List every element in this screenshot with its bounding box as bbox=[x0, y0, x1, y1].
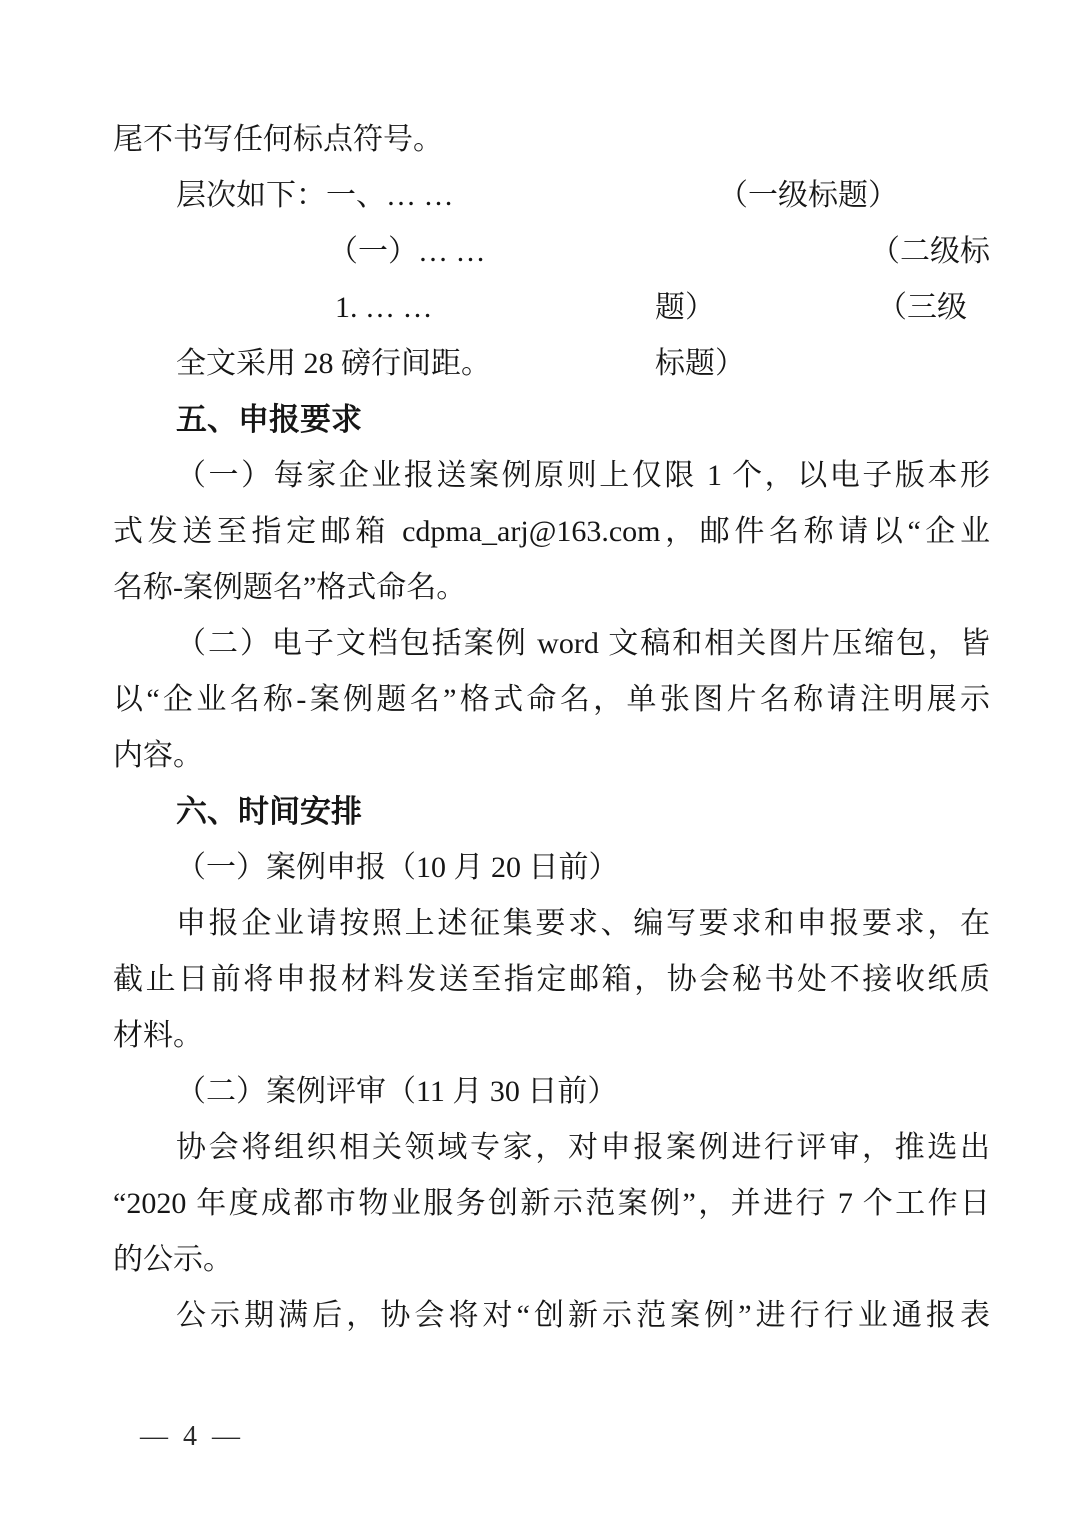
section6-item1-title: （一）案例申报（10 月 20 日前） bbox=[176, 851, 619, 884]
section6-heading: 六、时间安排 bbox=[176, 794, 362, 829]
section5-item2-line3: 内容。 bbox=[113, 739, 203, 772]
section5-item1-line1: （一）每家企业报送案例原则上仅限 1 个，以电子版本形 bbox=[176, 459, 990, 492]
section6-item2-line1: 协会将组织相关领域专家，对申报案例进行评审，推选出 bbox=[176, 1131, 990, 1164]
hierarchy-level3-example: 1. … … bbox=[335, 291, 433, 324]
hierarchy-level2-example: （一）… … bbox=[328, 235, 486, 268]
section5-heading: 五、申报要求 bbox=[176, 402, 362, 437]
section5-item1-line2: 式发送至指定邮箱 cdpma_arj@163.com，邮件名称请以“企业 bbox=[113, 515, 990, 548]
section5-item1-line3: 名称-案例题名”格式命名。 bbox=[113, 571, 467, 604]
page-number: — 4 — bbox=[140, 1421, 244, 1452]
hierarchy-level2-label: （二级标题） bbox=[655, 235, 990, 324]
hierarchy-level1-label: （一级标题） bbox=[718, 179, 898, 212]
section6-item2-line3: 的公示。 bbox=[113, 1243, 233, 1276]
hierarchy-row-level1 bbox=[113, 168, 990, 224]
section5-item2-line2: 以“企业名称-案例题名”格式命名，单张图片名称请注明展示 bbox=[113, 683, 990, 716]
section6-item2-title: （二）案例评审（11 月 30 日前） bbox=[176, 1075, 618, 1108]
text-line-continuation: 尾不书写任何标点符号。 bbox=[113, 123, 443, 156]
section6-item2-line2: “2020 年度成都市物业服务创新示范案例”，并进行 7 个工作日 bbox=[113, 1187, 990, 1220]
text-line-line-spacing: 全文采用 28 磅行间距。 bbox=[176, 347, 491, 380]
section6-item1-line1: 申报企业请按照上述征集要求、编写要求和申报要求，在 bbox=[176, 907, 990, 940]
section6-item1-line2: 截止日前将申报材料发送至指定邮箱，协会秘书处不接收纸质 bbox=[113, 963, 990, 996]
hierarchy-level3-label: （三级标题） bbox=[655, 291, 967, 380]
section6-closing-line: 公示期满后，协会将对“创新示范案例”进行行业通报表 bbox=[176, 1299, 990, 1332]
hierarchy-row-level2 bbox=[113, 224, 990, 324]
section5-item2-line1: （二）电子文档包括案例 word 文稿和相关图片压缩包，皆 bbox=[176, 627, 990, 660]
hierarchy-level1-example: 层次如下：一、… … bbox=[176, 179, 454, 212]
section6-item1-line3: 材料。 bbox=[113, 1019, 203, 1052]
